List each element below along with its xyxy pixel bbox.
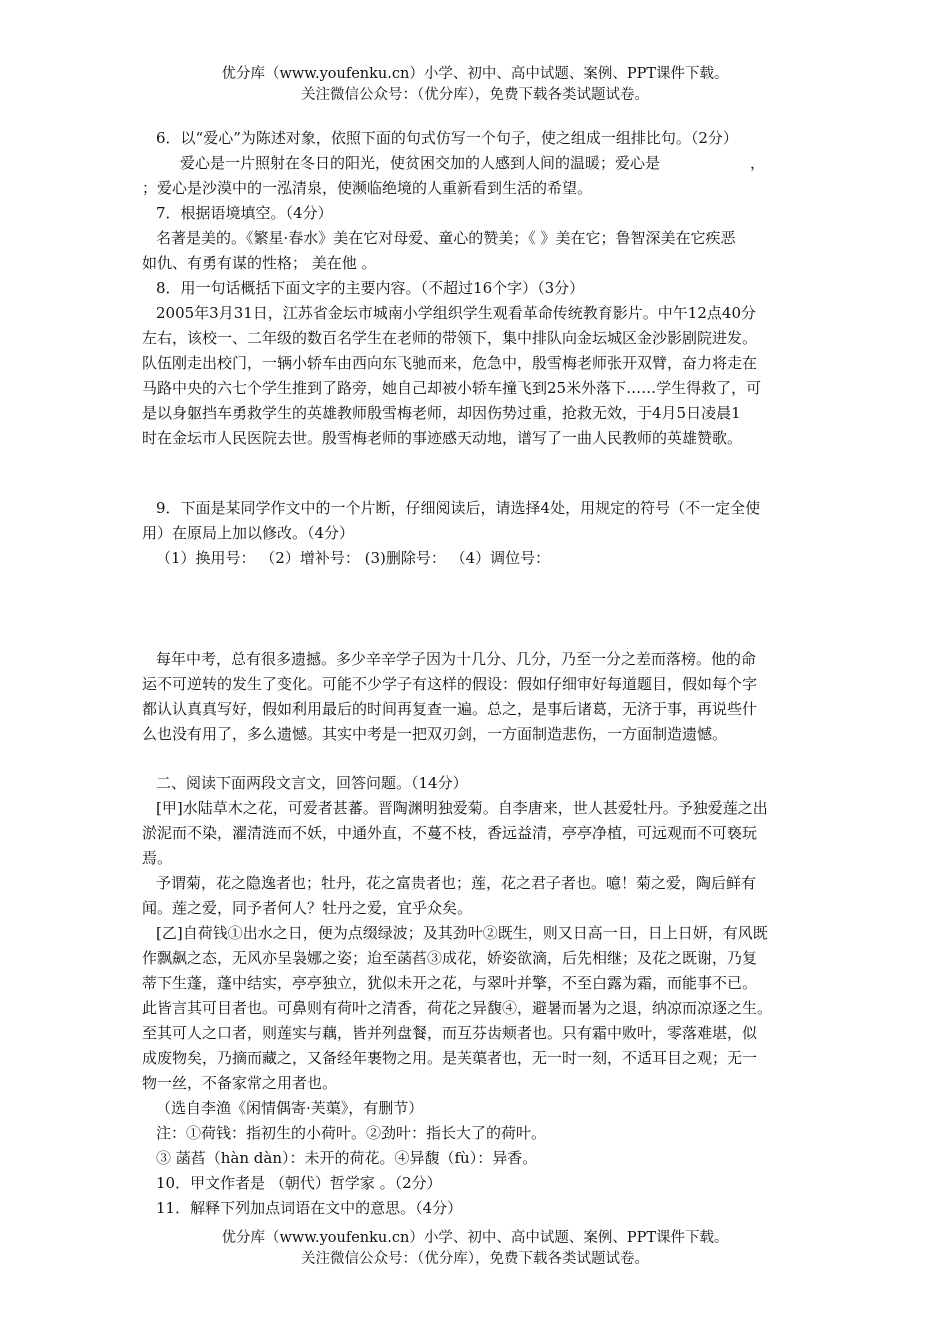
q9-title-2: 用）在原局上加以修改。（4分） (142, 524, 355, 542)
note-line-2: ③ 菡萏（hàn dàn）：未开的荷花。④异馥（fù）：异香。 (156, 1149, 538, 1167)
page-footer (0, 1228, 950, 1270)
q8-line-5: 是以身躯挡车勇救学生的英雄教师殷雪梅老师，却因伤势过重，抢救无效，于4月5日凌晨1 (142, 404, 741, 422)
jia-line-2: 淤泥而不染，濯清涟而不妖，中通外直，不蔓不枝，香远益清，亭亭净植，可远观而不可亵玩 (142, 824, 758, 842)
q8-title: 8．用一句话概括下面文字的主要内容。（不超过16个字）（3分） (156, 279, 585, 297)
q9-passage-line-3: 都认认真真写好，假如利用最后的时间再复查一遍。总之，是事后诸葛，无济于事，再说些什 (142, 700, 758, 718)
q6-line-2: ；爱心是沙漠中的一泓清泉，使濒临绝境的人重新看到生活的希望。 (142, 179, 593, 197)
yi-line-1: [乙]自荷钱①出水之日，便为点缀绿波；及其劲叶②既生，则又日高一日，日上日妍，有风既 (156, 924, 768, 942)
jia2-line-1: 予谓菊，花之隐逸者也；牡丹，花之富贵者也；莲，花之君子者也。噫！菊之爱，陶后鲜有 (156, 874, 757, 892)
source-citation: （选自李渔《闲情偶寄·芙蕖》，有删节） (156, 1099, 424, 1117)
yi-line-4: 此皆言其可目者也。可鼻则有荷叶之清香，荷花之异馥④，避暑而暑为之退，纳凉而凉逐之生。 (142, 999, 773, 1017)
q9-title-1: 9．下面是某同学作文中的一个片断，仔细阅读后，请选择4处，用规定的符号（不一定全使 (156, 499, 761, 517)
q9-symbols: （1）换用号： （2）增补号： (3)删除号： （4）调位号： (156, 549, 551, 567)
header-line-1: 优分库（www.youfenku.cn）小学、初中、高中试题、案例、PPT课件下载。 (221, 66, 729, 82)
q9-passage-line-4: 么也没有用了，多么遗憾。其实中考是一把双刃剑，一方面制造悲伤，一方面制造遗憾。 (142, 725, 728, 743)
yi-line-2: 作飘飙之态，无风亦呈袅娜之姿；迨至菡萏③成花，娇姿欲滴，后先相继；及花之既谢，乃复 (142, 949, 758, 967)
q9-passage (142, 647, 810, 747)
q8-line-4: 马路中央的六七个学生推到了路旁，她自己却被小轿车撞飞到25米外落下……学生得救了，可 (142, 379, 762, 397)
q8-line-3: 队伍刚走出校门，一辆小轿车由西向东飞驰而来，危急中，殷雪梅老师张开双臂，奋力将走在 (142, 354, 758, 372)
question-9 (142, 496, 810, 571)
q8-line-1: 2005年3月31日，江苏省金坛市城南小学组织学生观看革命传统教育影片。中午12点40分 (156, 304, 756, 322)
section-2-title: 二、阅读下面两段文言文，回答问题。（14分） (156, 774, 468, 792)
note-line-1: 注：①荷钱：指初生的小荷叶。②劲叶：指长大了的荷叶。 (156, 1124, 547, 1142)
header-line-2: 关注微信公众号：（优分库），免费下载各类试题试卷。 (301, 87, 649, 103)
q7-line-1: 名著是美的。《繁星·春水》美在它对母爱、童心的赞美；《 》美在它；鲁智深美在它疾恶 (156, 229, 736, 247)
q10: 10．甲文作者是 （朝代）哲学家 。（2分） (156, 1174, 442, 1192)
q8-line-6: 时在金坛市人民医院去世。殷雪梅老师的事迹感天动地，谱写了一曲人民教师的英雄赞歌。 (142, 429, 743, 447)
q9-passage-line-1: 每年中考，总有很多遗撼。多少辛辛学子因为十几分、几分，乃至一分之差而落榜。他的命 (156, 650, 757, 668)
jia-line-3: 焉。 (142, 849, 173, 867)
q11: 11．解释下列加点词语在文中的意思。（4分） (156, 1199, 463, 1217)
q6-line-1-text: 爱心是一片照射在冬日的阳光，使贫困交加的人感到人间的温暖；爱心是 (180, 154, 661, 172)
q7-line-2: 如仇、有勇有谋的性格； 美在他 。 (142, 254, 377, 272)
q9-passage-line-2: 运不可逆转的发生了变化。可能不少学子有这样的假设：假如仔细审好每道题目，假如每个字 (142, 675, 758, 693)
section-2 (142, 771, 810, 1221)
jia-line-1: [甲]水陆草木之花，可爱者甚蕃。晋陶渊明独爱菊。自李唐来，世人甚爱牡丹。予独爱莲之出 (156, 799, 768, 817)
yi-line-3: 蒂下生蓬，蓬中结实，亭亭独立，犹似未开之花，与翠叶并擎，不至白露为霜，而能事不已。 (142, 974, 758, 992)
q7-title: 7．根据语境填空。（4分） (156, 204, 333, 222)
q6-line-1 (142, 151, 810, 176)
questions-6-8 (142, 126, 810, 451)
yi-line-7: 物一丝，不备家常之用者也。 (142, 1074, 338, 1092)
jia2-line-2: 闻。莲之爱，同予者何人？牡丹之爱，宜乎众矣。 (142, 899, 473, 917)
yi-line-5: 至其可人之口者，则莲实与藕，皆并列盘餐，而互芬齿颊者也。只有霜中败叶，零落难堪，似 (142, 1024, 758, 1042)
yi-line-6: 成废物矣，乃摘而藏之，又备经年裹物之用。是芙蕖者也，无一时一刻，不适耳目之观；无一 (142, 1049, 758, 1067)
footer-line-2: 关注微信公众号：（优分库），免费下载各类试题试卷。 (301, 1251, 649, 1267)
page-header (0, 64, 950, 106)
q6-line-1-comma: ， (750, 154, 766, 172)
footer-line-1: 优分库（www.youfenku.cn）小学、初中、高中试题、案例、PPT课件下载。 (221, 1230, 729, 1246)
q8-line-2: 左右，该校一、二年级的数百名学生在老师的带领下，集中排队向金坛城区金沙影剧院进发。 (142, 329, 758, 347)
q6-title: 6．以“爱心”为陈述对象，依照下面的句式仿写一个句子，使之组成一组排比句。（2分） (156, 129, 738, 147)
